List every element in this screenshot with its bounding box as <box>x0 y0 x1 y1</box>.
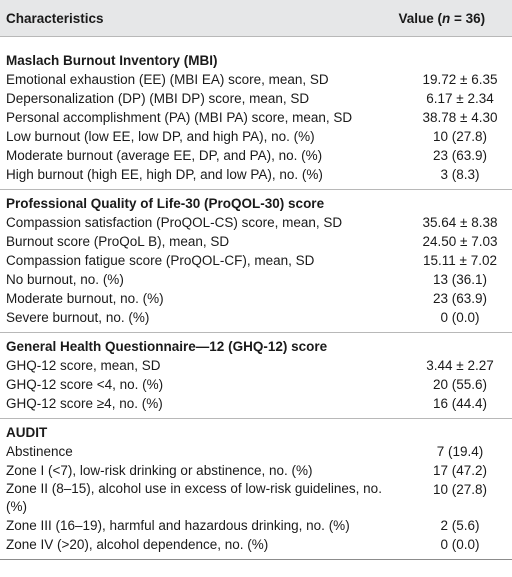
row-label: Compassion satisfaction (ProQOL-CS) score, mean, SD <box>6 215 343 230</box>
row-value: 10 (27.8) <box>432 482 488 497</box>
section-ghq12 <box>0 333 512 419</box>
table-header <box>0 0 512 37</box>
row-value: 10 (27.8) <box>432 129 488 144</box>
row-label: No burnout, no. (%) <box>6 272 124 287</box>
section-title: AUDIT <box>6 425 48 440</box>
header-value-suffix: = 36) <box>450 10 486 26</box>
row-label: GHQ-12 score <4, no. (%) <box>6 377 164 392</box>
row-label: High burnout (high EE, high DP, and low PA), no. (%) <box>6 167 323 182</box>
row-value: 2 (5.6) <box>440 518 480 533</box>
row-label: Zone II (8–15), alcohol use in excess of low-risk guidelines, no. (%) <box>6 481 382 514</box>
row-value: 38.78 ± 4.30 <box>422 110 498 125</box>
row-value: 15.11 ± 7.02 <box>423 253 497 268</box>
row-value: 19.72 ± 6.35 <box>422 72 498 87</box>
row-label: GHQ-12 score, mean, SD <box>6 358 161 373</box>
row-value: 24.50 ± 7.03 <box>422 234 498 249</box>
row-label: Zone III (16–19), harmful and hazardous drinking, no. (%) <box>6 518 350 533</box>
table-row <box>0 251 512 270</box>
row-value: 6.17 ± 2.34 <box>426 91 494 106</box>
row-label: Zone IV (>20), alcohol dependence, no. (%) <box>6 537 269 552</box>
row-value: 20 (55.6) <box>432 377 488 392</box>
row-value: 35.64 ± 8.38 <box>422 215 498 230</box>
row-value: 7 (19.4) <box>436 444 484 459</box>
table-row <box>0 535 512 554</box>
row-label: Moderate burnout, no. (%) <box>6 291 164 306</box>
section-proqol <box>0 190 512 333</box>
row-label: GHQ-12 score ≥4, no. (%) <box>6 396 163 411</box>
section-audit <box>0 419 512 560</box>
row-label: Burnout score (ProQoL B), mean, SD <box>6 234 230 249</box>
table-row <box>0 308 512 327</box>
table-row <box>0 146 512 165</box>
section-mbi <box>0 37 512 190</box>
row-label: Abstinence <box>6 444 73 459</box>
row-label: Personal accomplishment (PA) (MBI PA) score, mean, SD <box>6 110 353 125</box>
row-value: 13 (36.1) <box>432 272 488 287</box>
table-row <box>0 356 512 375</box>
table-row <box>0 165 512 184</box>
row-label: Severe burnout, no. (%) <box>6 310 150 325</box>
row-label: Emotional exhaustion (EE) (MBI EA) score, mean, SD <box>6 72 329 87</box>
table-row <box>0 108 512 127</box>
row-value: 23 (63.9) <box>432 148 488 163</box>
table-row <box>0 375 512 394</box>
table-row <box>0 480 512 516</box>
table-row <box>0 232 512 251</box>
row-value: 0 (0.0) <box>440 537 480 552</box>
table-row <box>0 461 512 480</box>
row-value: 3.44 ± 2.27 <box>426 358 494 373</box>
table-row <box>0 394 512 413</box>
section-title: Professional Quality of Life-30 (ProQOL-30) score <box>6 196 325 211</box>
table-row <box>0 289 512 308</box>
row-label: Depersonalization (DP) (MBI DP) score, mean, SD <box>6 91 310 106</box>
table-row <box>0 127 512 146</box>
table-row <box>0 442 512 461</box>
row-value: 16 (44.4) <box>432 396 488 411</box>
table-row <box>0 516 512 535</box>
row-value: 23 (63.9) <box>432 291 488 306</box>
row-label: Low burnout (low EE, low DP, and high PA), no. (%) <box>6 129 315 144</box>
table-row <box>0 213 512 232</box>
header-value <box>372 11 512 26</box>
table-row <box>0 70 512 89</box>
header-value-n: n <box>442 10 451 26</box>
table-row <box>0 270 512 289</box>
row-value: 17 (47.2) <box>432 463 488 478</box>
table-row <box>0 89 512 108</box>
header-value-prefix: Value ( <box>398 10 442 26</box>
row-label: Zone I (<7), low-risk drinking or abstinence, no. (%) <box>6 463 313 478</box>
row-value: 3 (8.3) <box>440 167 480 182</box>
header-characteristics: Characteristics <box>6 10 104 26</box>
row-value: 0 (0.0) <box>440 310 480 325</box>
section-title: Maslach Burnout Inventory (MBI) <box>6 53 218 68</box>
row-label: Compassion fatigue score (ProQOL-CF), mean, SD <box>6 253 315 268</box>
section-title: General Health Questionnaire—12 (GHQ-12) score <box>6 339 328 354</box>
row-label: Moderate burnout (average EE, DP, and PA), no. (%) <box>6 148 323 163</box>
